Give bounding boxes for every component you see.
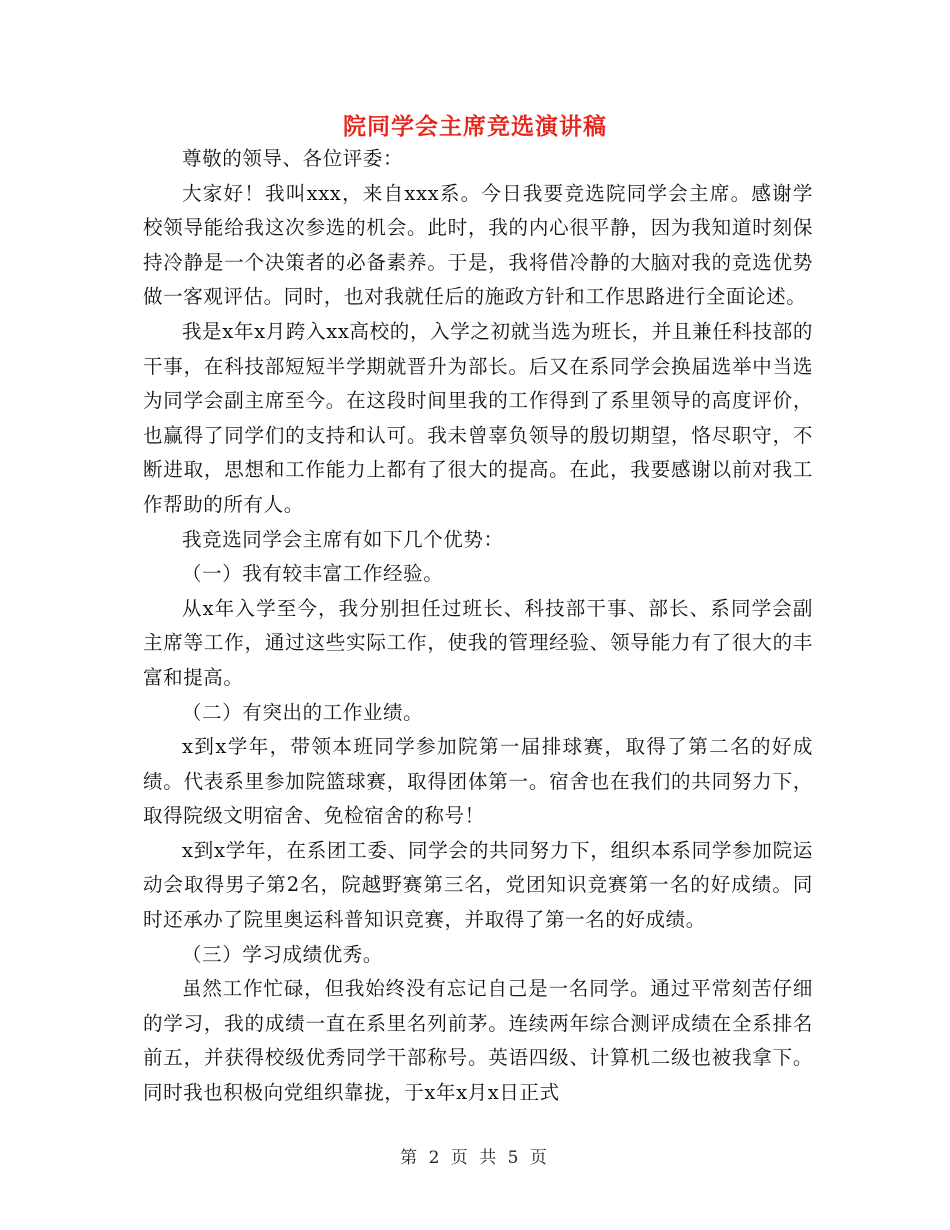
document-title: 院同学会主席竞选演讲稿 bbox=[343, 113, 607, 140]
paragraph-intro: 大家好！我叫xxx，来自xxx系。今日我要竞选院同学会主席。感谢学校领导能给我这次参选的机会。此时，我的内心很平静，因为我知道时刻保持冷静是一个决策者的必备素养。于是，我将借冷静的大脑对我的竞选优势做一客观评估。同时，也对我就任后的施政方针和工作思路进行全面论述。 bbox=[143, 181, 813, 309]
paragraph-background: 我是x年x月跨入xx高校的，入学之初就当选为班长，并且兼任科技部的干事，在科技部短短半学期就晋升为部长。后又在系同学会换届选举中当选为同学会副主席至今。在这段时间里我的工作得到了系里领导的高度评价，也赢得了同学们的支持和认可。我未曾辜负领导的殷切期望，恪尽职守，不断进取，思想和工作能力上都有了很大的提高。在此，我要感谢以前对我工作帮助的所有人。 bbox=[143, 319, 813, 516]
heading-advantage-3: （三）学习成绩优秀。 bbox=[182, 942, 384, 966]
paragraph-advantages-lead: 我竞选同学会主席有如下几个优势： bbox=[182, 527, 504, 551]
document-body bbox=[143, 142, 813, 1111]
paragraph-advantage-2b: x到x学年，在系团工委、同学会的共同努力下，组织本系同学参加院运动会取得男子第2名，院越野赛第三名，党团知识竞赛第一名的好成绩。同时还承办了院里奥运科普知识竞赛，并取得了第一名的好成绩。 bbox=[143, 838, 813, 932]
paragraph-advantage-1: 从x年入学至今，我分别担任过班长、科技部干事、部长、系同学会副主席等工作，通过这些实际工作，使我的管理经验、领导能力有了很大的丰富和提高。 bbox=[143, 596, 813, 689]
heading-advantage-2: （二）有突出的工作业绩。 bbox=[182, 700, 424, 724]
paragraph-advantage-3: 虽然工作忙碌，但我始终没有忘记自己是一名同学。通过平常刻苦仔细的学习，我的成绩一直在系里名列前茅。连续两年综合测评成绩在全系排名前五，并获得校级优秀同学干部称号。英语四级、计算机二级也被我拿下。同时我也积极向党组织靠拢，于x年x月x日正式 bbox=[143, 977, 813, 1105]
paragraph-advantage-2a: x到x学年，带领本班同学参加院第一届排球赛，取得了第二名的好成绩。代表系里参加院篮球赛，取得团体第一。宿舍也在我们的共同努力下，取得院级文明宿舍、免检宿舍的称号！ bbox=[143, 735, 813, 828]
page-number: 第 2 页 共 5 页 bbox=[400, 1148, 550, 1168]
paragraph-salutation: 尊敬的领导、各位评委： bbox=[182, 147, 404, 170]
heading-advantage-1: （一）我有较丰富工作经验。 bbox=[182, 562, 444, 586]
